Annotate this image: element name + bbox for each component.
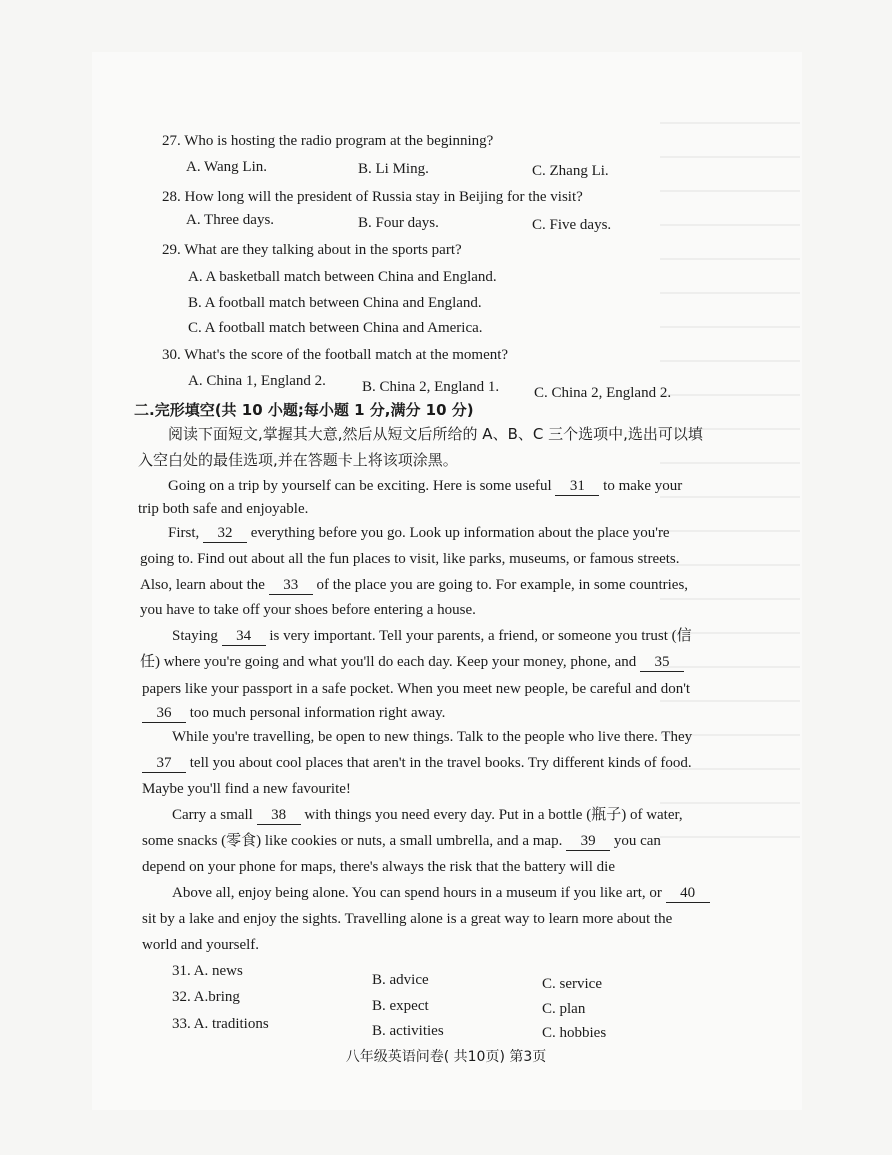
- passage-line: depend on your phone for maps, there's always the risk that the battery will die: [142, 859, 615, 875]
- question-30-option-b: B. China 2, England 1.: [362, 379, 500, 395]
- passage-text: everything before you go. Look up information about the place you're: [247, 525, 670, 541]
- option-32-c: C. plan: [542, 1001, 586, 1017]
- question-27-option-b: B. Li Ming.: [358, 161, 429, 177]
- passage-text: to make your: [599, 478, 683, 494]
- passage-text: First,: [168, 525, 204, 541]
- passage-line: [172, 806, 683, 825]
- option-32-b: B. expect: [372, 998, 429, 1014]
- passage-line: [140, 653, 684, 672]
- passage-text: is very important. Tell your parents, a friend, or someone you trust (信: [265, 628, 692, 644]
- passage-text: tell you about cool places that aren't in the travel books. Try different kinds of food.: [186, 755, 692, 771]
- question-29-option-a: A. A basketball match between China and England.: [188, 269, 497, 285]
- passage-line: Maybe you'll find a new favourite!: [142, 781, 351, 797]
- passage-text: of the place you are going to. For example, in some countries,: [312, 577, 689, 593]
- passage-text: too much personal information right away.: [186, 705, 446, 721]
- passage-line: going to. Find out about all the fun places to visit, like parks, museums, or famous streets.: [140, 551, 680, 567]
- option-33-a: 33. A. traditions: [172, 1016, 269, 1032]
- passage-text: Also, learn about the: [140, 577, 269, 593]
- blank-33: 33: [269, 576, 313, 595]
- blank-38: 38: [257, 806, 301, 825]
- passage-text: with things you need every day. Put in a bottle (瓶子) of water,: [300, 807, 683, 823]
- passage-line: [142, 704, 445, 723]
- section-heading-cloze: 二.完形填空(共 10 小题;每小题 1 分,满分 10 分): [134, 401, 474, 419]
- blank-31: 31: [555, 477, 599, 496]
- question-27-stem: 27. Who is hosting the radio program at the beginning?: [162, 133, 494, 149]
- passage-line: sit by a lake and enjoy the sights. Travelling alone is a great way to learn more about the: [142, 911, 673, 927]
- passage-text: some snacks (零食) like cookies or nuts, a small umbrella, and a map.: [142, 833, 567, 849]
- question-29-option-c: C. A football match between China and America.: [188, 320, 483, 336]
- blank-32: 32: [203, 524, 247, 543]
- question-28-option-b: B. Four days.: [358, 215, 439, 231]
- blank-35: 35: [640, 653, 684, 672]
- passage-text: Staying: [172, 628, 222, 644]
- passage-text: Carry a small: [172, 807, 257, 823]
- question-30-option-c: C. China 2, England 2.: [534, 385, 672, 401]
- question-30-option-a: A. China 1, England 2.: [188, 373, 326, 389]
- passage-line: [172, 627, 692, 646]
- passage-line: [168, 524, 670, 543]
- passage-line: papers like your passport in a safe pocket. When you meet new people, be careful and don't: [142, 681, 691, 697]
- question-27-option-a: A. Wang Lin.: [186, 159, 268, 175]
- passage-text: 任) where you're going and what you'll do each day. Keep your money, phone, and: [140, 654, 640, 670]
- passage-line: [142, 754, 692, 773]
- passage-line: [142, 832, 661, 851]
- question-29-option-b: B. A football match between China and England.: [188, 295, 482, 311]
- option-33-b: B. activities: [372, 1023, 444, 1039]
- passage-text: Going on a trip by yourself can be exciting. Here is some useful: [168, 478, 556, 494]
- passage-text: Above all, enjoy being alone. You can spend hours in a museum if you like art, or: [172, 885, 666, 901]
- passage-line: world and yourself.: [142, 937, 260, 953]
- question-28-option-c: C. Five days.: [532, 217, 612, 233]
- passage-text: you can: [610, 833, 661, 849]
- option-31-b: B. advice: [372, 972, 429, 988]
- passage-line: While you're travelling, be open to new things. Talk to the people who live there. They: [172, 729, 693, 745]
- question-29-stem: 29. What are they talking about in the sports part?: [162, 242, 462, 258]
- page-footer: 八年级英语问卷( 共10页) 第3页: [345, 1049, 547, 1065]
- option-31-a: 31. A. news: [172, 963, 243, 979]
- passage-line: [140, 576, 688, 595]
- blank-39: 39: [566, 832, 610, 851]
- blank-34: 34: [222, 627, 266, 646]
- question-30-stem: 30. What's the score of the football match at the moment?: [162, 347, 509, 363]
- question-28-option-a: A. Three days.: [186, 212, 275, 228]
- blank-37: 37: [142, 754, 186, 773]
- blank-36: 36: [142, 704, 186, 723]
- question-27-option-c: C. Zhang Li.: [532, 163, 609, 179]
- option-33-c: C. hobbies: [542, 1025, 607, 1041]
- option-32-a: 32. A.bring: [172, 989, 240, 1005]
- section-instructions-line-1: 阅读下面短文,掌握其大意,然后从短文后所给的 A、B、C 三个选项中,选出可以填: [168, 425, 703, 443]
- passage-line: trip both safe and enjoyable.: [138, 501, 309, 517]
- section-instructions-line-2: 入空白处的最佳选项,并在答题卡上将该项涂黑。: [138, 451, 458, 469]
- passage-line: [172, 884, 710, 903]
- passage-line: you have to take off your shoes before entering a house.: [140, 602, 476, 618]
- option-31-c: C. service: [542, 976, 602, 992]
- question-28-stem: 28. How long will the president of Russia stay in Beijing for the visit?: [162, 189, 583, 205]
- passage-line: [168, 477, 682, 496]
- blank-40: 40: [666, 884, 710, 903]
